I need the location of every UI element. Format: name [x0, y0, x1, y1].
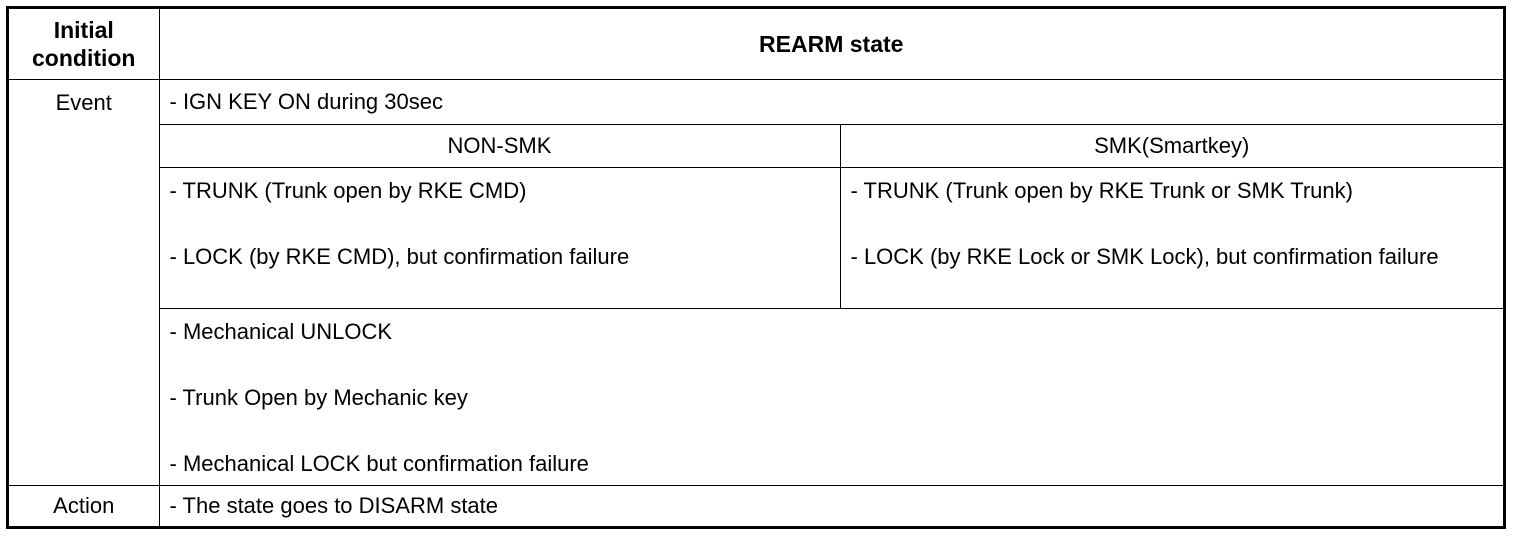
mechanical-item: - Mechanical UNLOCK	[169, 318, 393, 344]
action-text-cell	[159, 485, 1503, 526]
non-smk-item: - TRUNK (Trunk open by RKE CMD)	[169, 177, 527, 203]
action-label-cell	[9, 485, 159, 526]
non-smk-header-cell	[159, 124, 840, 167]
non-smk-item: - LOCK (by RKE CMD), but confirmation failure	[169, 243, 630, 269]
smk-item: - LOCK (by RKE Lock or SMK Lock), but confirmation failure	[850, 243, 1439, 269]
header-state	[159, 9, 1503, 79]
smk-header-cell	[840, 124, 1503, 167]
rearm-state-table	[9, 9, 1503, 526]
mechanical-item: - Trunk Open by Mechanic key	[169, 384, 468, 410]
header-row	[9, 9, 1503, 79]
action-row	[9, 485, 1503, 526]
smk-header: SMK(Smartkey)	[1094, 132, 1250, 158]
event-mechanical-row	[9, 308, 1503, 485]
event-key-items-row	[9, 167, 1503, 308]
event-label-cell	[9, 79, 159, 485]
header-initial-condition-text: Initial condition	[32, 16, 136, 71]
non-smk-items-cell	[159, 167, 840, 308]
action-text: - The state goes to DISARM state	[169, 492, 499, 518]
event-subheader-row	[9, 124, 1503, 167]
event-label: Event	[55, 89, 112, 115]
header-initial-condition	[9, 9, 159, 79]
header-state-text: REARM state	[759, 30, 904, 57]
event-ign-cell	[159, 79, 1503, 124]
mechanical-item: - Mechanical LOCK but confirmation failure	[169, 450, 589, 476]
smk-item: - TRUNK (Trunk open by RKE Trunk or SMK Trunk)	[850, 177, 1353, 203]
event-ign-row	[9, 79, 1503, 124]
action-label: Action	[53, 492, 115, 518]
event-ign-item: - IGN KEY ON during 30sec	[169, 88, 443, 114]
non-smk-header: NON-SMK	[447, 132, 552, 158]
mechanical-items-cell	[159, 308, 1503, 485]
rearm-state-table-frame	[6, 6, 1506, 529]
smk-items-cell	[840, 167, 1503, 308]
